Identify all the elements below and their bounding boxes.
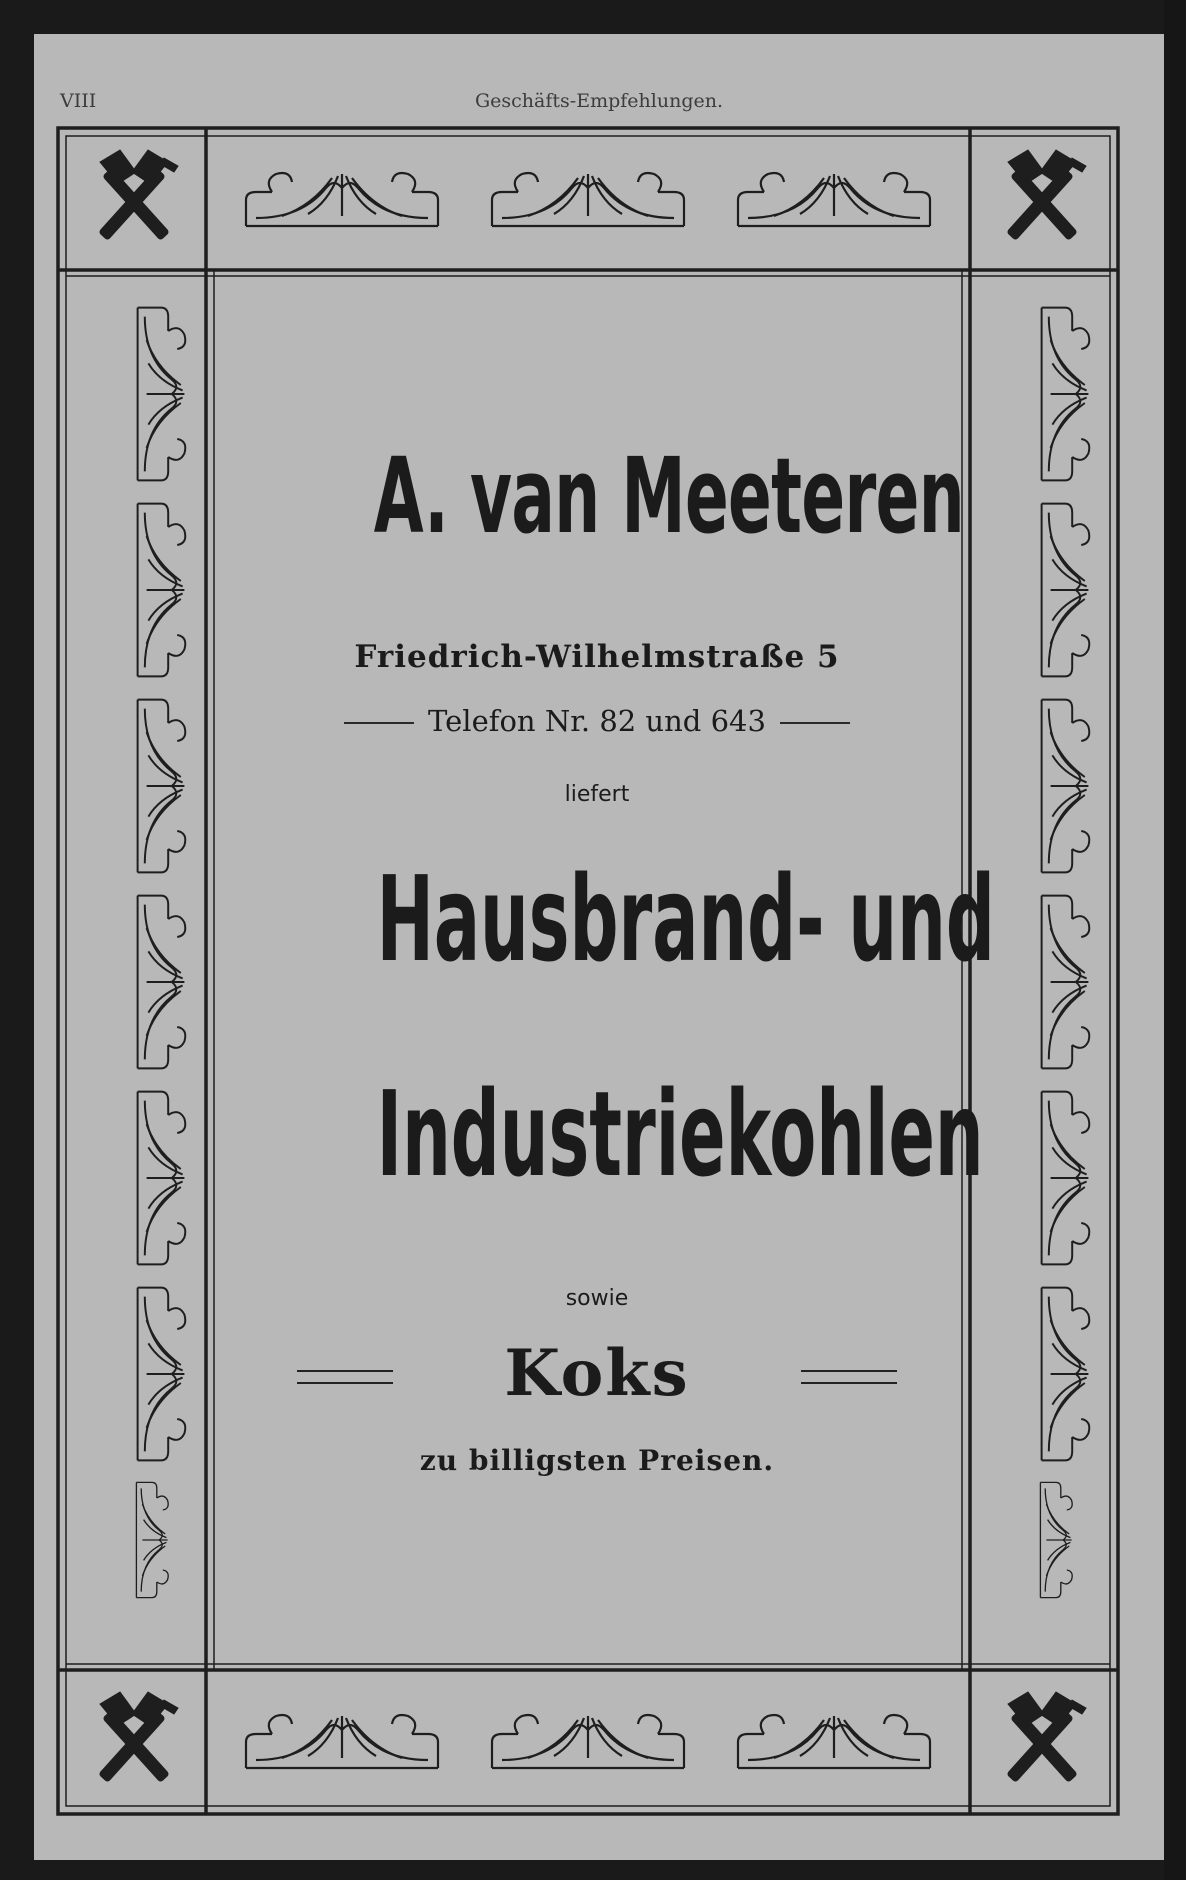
- dash-rule-right: [780, 722, 850, 724]
- price-note: zu billigsten Preisen.: [419, 1444, 775, 1477]
- scanned-page: [34, 34, 1164, 1860]
- conjunction-text: sowie: [565, 1286, 629, 1311]
- section-title: Geschäfts-Empfehlungen.: [474, 90, 723, 112]
- phone-text: Telefon Nr. 82 und 643: [428, 704, 766, 738]
- verb-text: liefert: [564, 782, 630, 807]
- phone-line: [237, 704, 957, 744]
- double-rule-right: [801, 1370, 897, 1384]
- product-koks: Koks: [504, 1336, 690, 1411]
- advertisement-body: [237, 274, 995, 1624]
- product-line-2: Industriekohlen: [376, 1065, 984, 1203]
- street-address: Friedrich-Wilhelmstraße 5: [354, 639, 840, 675]
- product-line-1: Hausbrand- und: [376, 850, 995, 988]
- firm-name: A. van Meeteren: [373, 435, 965, 557]
- scan-background-edge: [1164, 0, 1186, 1880]
- dash-rule-left: [344, 722, 414, 724]
- koks-row: [237, 1336, 957, 1412]
- page-number: VIII: [60, 90, 97, 112]
